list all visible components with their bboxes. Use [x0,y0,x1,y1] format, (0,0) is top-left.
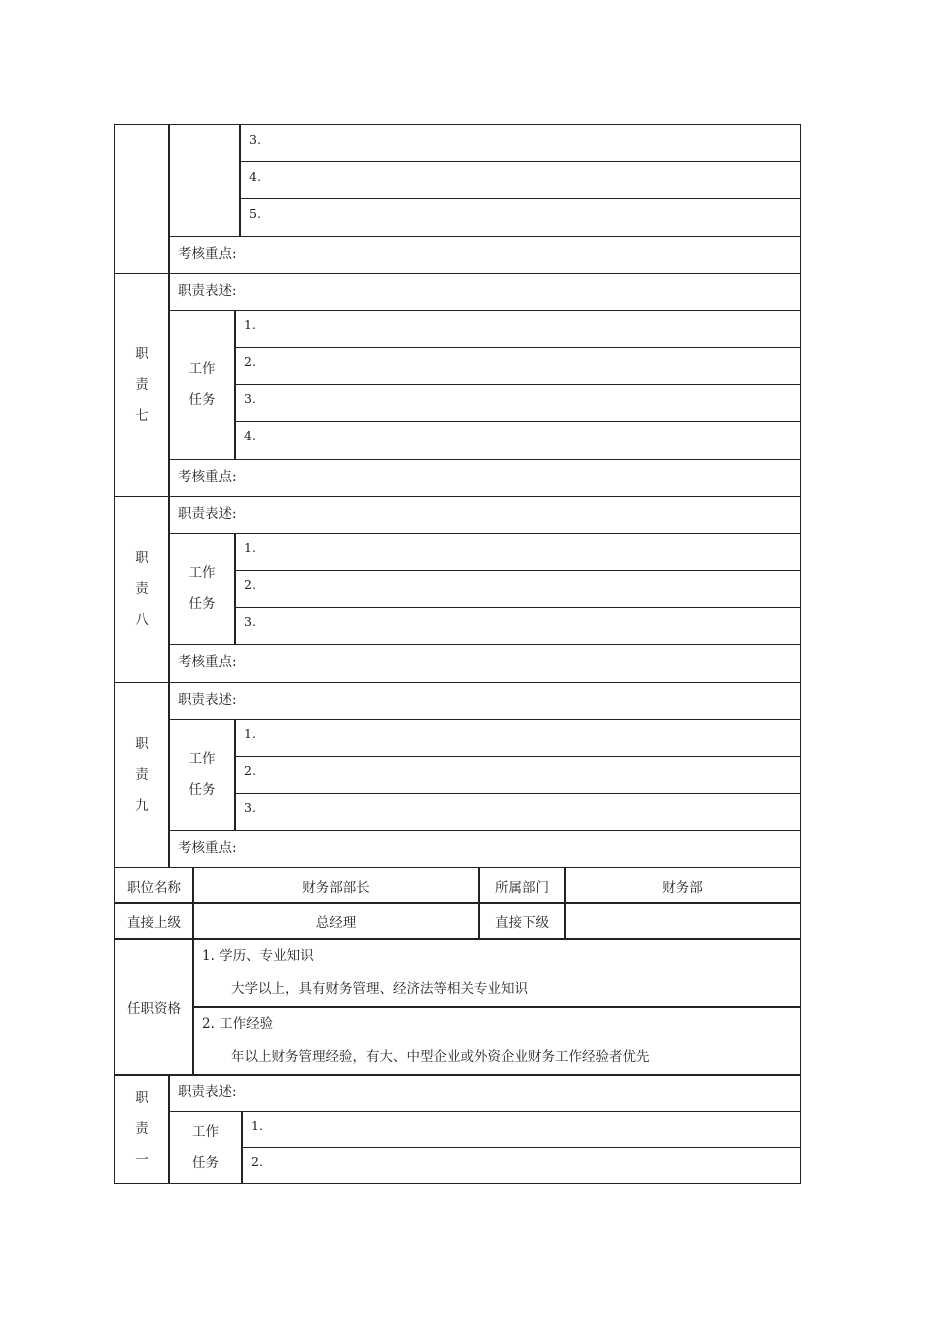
duty7-label-cell [114,273,170,497]
duty-label-char: 七 [135,407,149,424]
duty-label-char: 职 [135,345,149,362]
duty8-label-cell [114,496,170,683]
duty9-label-cell [114,682,170,868]
duty-desc-label: 职责表述: [178,506,237,522]
top-task-item-4 [239,161,801,199]
duty8-task-item-1 [234,533,801,571]
superior-value-text: 总经理 [315,915,357,931]
experience-title: 2. 工作经验 [202,1016,274,1032]
duty-label-char: 一 [135,1151,149,1168]
assessment-label: 考核重点: [178,469,237,485]
duty9-task-label-cell [168,719,236,831]
duty-desc-label: 职责表述: [178,283,237,299]
duty9-assessment-row [168,830,801,868]
position-name-label-text: 职位名称 [127,879,181,896]
duty7-task-item-3 [234,384,801,422]
task-item-number: 5. [249,206,261,221]
task-item-number: 1. [251,1118,263,1133]
duty1-label-cell [114,1074,170,1184]
task-item-number: 2. [251,1154,263,1169]
task-label-line: 工作 [188,565,216,581]
qualification-experience [192,1006,801,1076]
assessment-label: 考核重点: [178,246,237,262]
position-name-value [192,867,480,904]
top-task-label-cell [168,124,241,237]
task-label-line: 工作 [192,1123,219,1140]
top-left-cell [114,124,170,274]
assessment-label: 考核重点: [178,654,237,670]
subordinate-label [478,902,566,940]
superior-label [114,902,194,940]
duty7-task-label-cell [168,310,236,460]
task-item-number: 1. [244,317,256,332]
position-name-label [114,867,194,904]
duty7-desc-row [168,273,801,311]
duty1-desc-row [168,1074,801,1112]
department-label-text: 所属部门 [495,879,549,896]
position-name-value-text: 财务部部长 [302,879,370,896]
duty-desc-label: 职责表述: [178,692,237,708]
duty-label-char: 责 [135,376,149,393]
task-label-line: 工作 [188,361,216,377]
task-item-number: 3. [244,391,256,406]
duty8-assessment-row [168,644,801,683]
duty1-task-label-cell [168,1111,243,1184]
task-label-line: 工作 [188,751,216,767]
duty9-task-item-2 [234,756,801,794]
duty-label-char: 责 [135,1120,149,1137]
task-item-number: 3. [244,800,256,815]
experience-text: 年以上财务管理经验，有大、中型企业或外资企业财务工作经验者优先 [231,1049,650,1065]
qualification-label-text: 任职资格 [127,1001,181,1017]
duty7-task-item-4 [234,421,801,460]
duty-label-char: 职 [135,550,149,566]
duty9-task-item-3 [234,793,801,831]
qualification-label [114,938,194,1076]
task-item-number: 1. [244,726,256,741]
duty-label-char: 责 [135,581,149,597]
duty7-task-item-2 [234,347,801,385]
duty-label-char: 责 [135,766,149,783]
superior-value [192,902,480,940]
task-item-number: 2. [244,577,256,592]
superior-label-text: 直接上级 [127,915,181,931]
duty1-task-item-2 [241,1147,801,1184]
duty8-task-label-cell [168,533,236,645]
task-item-number: 4. [244,428,256,443]
duty9-task-item-1 [234,719,801,757]
task-item-number: 1. [244,540,256,555]
duty7-assessment-row [168,459,801,497]
qualification-education [192,938,801,1008]
duty8-desc-row [168,496,801,534]
task-item-number: 3. [249,132,261,147]
subordinate-label-text: 直接下级 [495,915,549,931]
task-item-number: 2. [244,354,256,369]
department-value [564,867,801,904]
duty1-task-item-1 [241,1111,801,1148]
task-item-number: 4. [249,169,261,184]
duty9-desc-row [168,682,801,720]
task-item-number: 3. [244,614,256,629]
education-text: 大学以上，具有财务管理、经济法等相关专业知识 [231,981,528,997]
department-label [478,867,566,904]
task-label-line: 任务 [188,596,216,612]
task-item-number: 2. [244,763,256,778]
duty-label-char: 八 [135,612,149,628]
education-title: 1. 学历、专业知识 [202,948,314,964]
duty8-task-item-2 [234,570,801,608]
top-task-item-3 [239,124,801,162]
subordinate-value [564,902,801,940]
assessment-label: 考核重点: [178,840,237,856]
top-assessment-row [168,236,801,274]
task-label-line: 任务 [188,782,216,798]
task-label-line: 任务 [192,1154,219,1171]
duty-label-char: 九 [135,797,149,814]
duty-desc-label: 职责表述: [178,1084,237,1100]
top-task-item-5 [239,198,801,237]
duty7-task-item-1 [234,310,801,348]
department-value-text: 财务部 [662,879,703,896]
duty8-task-item-3 [234,607,801,645]
duty-label-char: 职 [135,1089,149,1106]
duty-label-char: 职 [135,735,149,752]
task-label-line: 任务 [188,392,216,408]
